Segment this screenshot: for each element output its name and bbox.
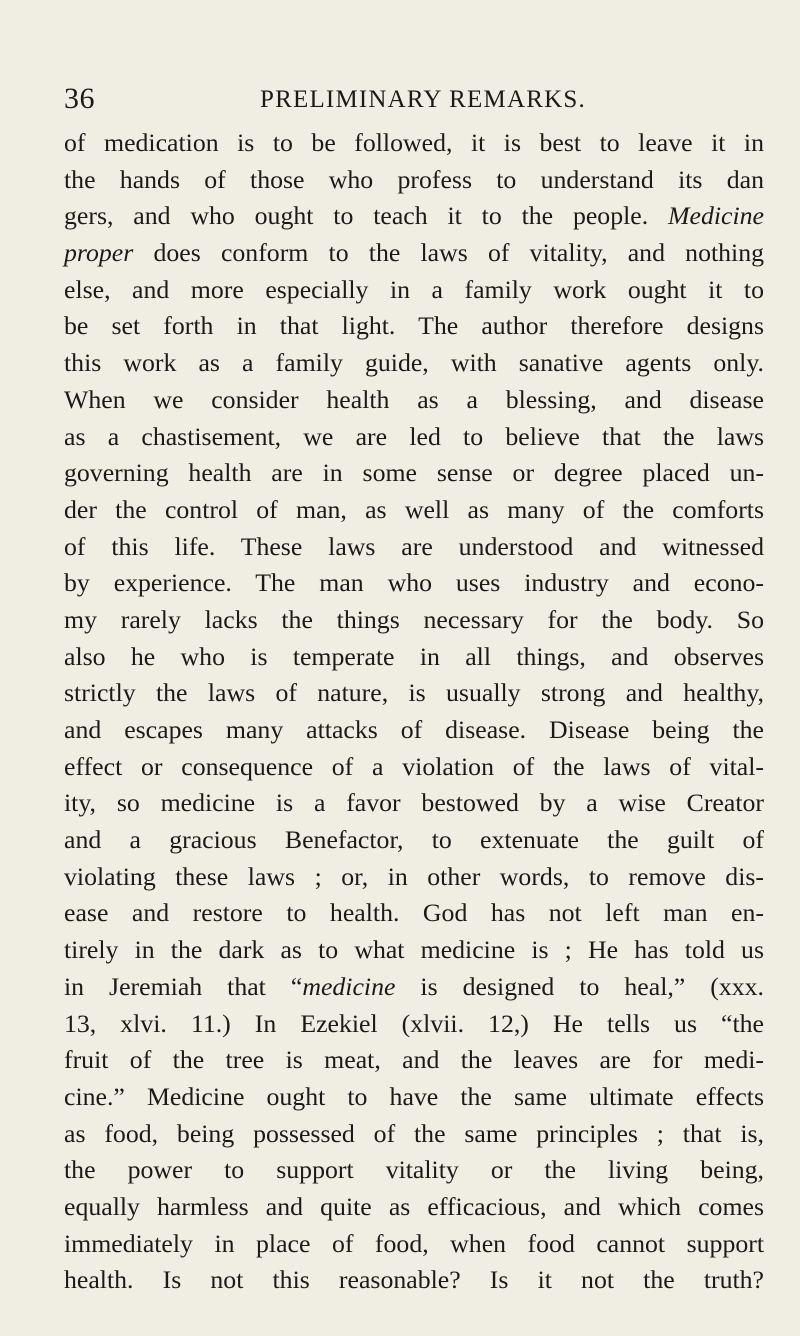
text-line: strictly the laws of nature, is usually strong and healthy,	[64, 678, 764, 708]
text-line: in Jeremiah that “medicine is designed to heal,” (xxx.	[64, 971, 764, 1001]
text-line: proper does conform to the laws of vitality, and nothing	[64, 238, 764, 268]
text-line: else, and more especially in a family work ought it to	[64, 274, 764, 304]
text-line: by experience. The man who uses industry and econo-	[64, 568, 764, 598]
text-line: as food, being possessed of the same principles ; that is,	[64, 1118, 764, 1148]
text-line: fruit of the tree is meat, and the leaves are for medi-	[64, 1045, 764, 1075]
text-line: this work as a family guide, with sanative agents only.	[64, 348, 764, 378]
body-text	[64, 125, 764, 1299]
text-line: cine.” Medicine ought to have the same ultimate effects	[64, 1081, 764, 1111]
text-line: the power to support vitality or the living being,	[64, 1155, 764, 1185]
text-line: of medication is to be followed, it is best to leave it in	[64, 128, 764, 157]
text-line: also he who is temperate in all things, and observes	[64, 641, 764, 671]
text-line: When we consider health as a blessing, and disease	[64, 384, 764, 414]
running-head	[64, 82, 752, 122]
text-line: equally harmless and quite as efficacious, and which comes	[64, 1191, 764, 1221]
text-line: der the control of man, as well as many of the comforts	[64, 494, 764, 524]
text-line: ease and restore to health. God has not left man en-	[64, 898, 764, 928]
text-line: and a gracious Benefactor, to extenuate the guilt of	[64, 825, 764, 855]
text-line: 13, xlvi. 11.) In Ezekiel (xlvii. 12,) He tells us “the	[64, 1008, 764, 1038]
page-number: 36	[64, 82, 95, 115]
text-line: my rarely lacks the things necessary for the body. So	[64, 604, 764, 634]
text-line: and escapes many attacks of disease. Disease being the	[64, 715, 764, 744]
text-line: violating these laws ; or, in other words, to remove dis-	[64, 861, 764, 891]
text-line: ity, so medicine is a favor bestowed by a wise Creator	[64, 788, 764, 818]
text-line: tirely in the dark as to what medicine is ; He has told us	[64, 935, 764, 965]
text-line: immediately in place of food, when food cannot support	[64, 1228, 764, 1258]
text-line: governing health are in some sense or degree placed un-	[64, 458, 764, 488]
running-head-title: PRELIMINARY REMARKS.	[260, 86, 586, 113]
text-line: effect or consequence of a violation of the laws of vital-	[64, 751, 764, 781]
text-line: gers, and who ought to teach it to the people. Medicine	[64, 201, 764, 231]
text-line: the hands of those who profess to understand its dan	[64, 164, 764, 194]
text-line: of this life. These laws are understood and witnessed	[64, 531, 764, 561]
text-line: be set forth in that light. The author therefore designs	[64, 311, 764, 341]
text-line: as a chastisement, we are led to believe that the laws	[64, 421, 764, 451]
text-line: health. Is not this reasonable? Is it not the truth?	[64, 1265, 764, 1295]
